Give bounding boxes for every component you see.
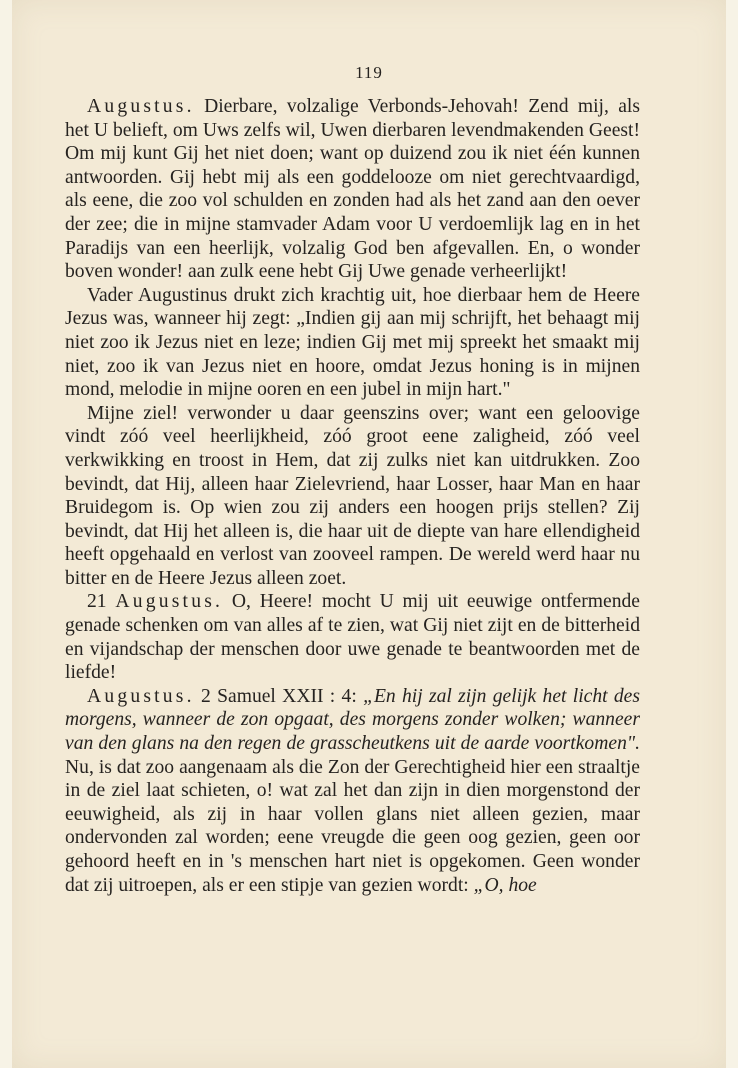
scripture-quote: „En hij zal zijn gelijk het licht des morgens, wanneer de zon opgaat, des morgens zonder wolken; wanneer van den glans na den regen de grasscheutkens uit de aarde voortkomen". <box>65 685 640 755</box>
date-heading: Augustus. <box>115 591 224 613</box>
date-heading: Augustus. <box>87 96 195 117</box>
quote-continuation: „O, hoe <box>473 874 537 896</box>
paragraph-augustus-1 <box>65 95 640 284</box>
paragraph-text: Vader Augustinus drukt zich krachtig uit, hoe dierbaar hem de Heere Jezus was, wanneer hij zegt: „Indien gij aan mij schrijft, het behaagt mij niet zoo ik Jezus niet en leze; indien Gij met mij spreekt het smaakt mij niet, zoo ik van Jezus niet en hoore, omdat Jezus honing is in mijnen mond, melodie in mijne ooren en een jubel in mijn hart." <box>65 284 640 401</box>
paragraph-mijne-ziel <box>65 402 640 591</box>
paragraph-augustus-samuel <box>65 685 640 897</box>
paragraph-text: Dierbare, volzalige Verbonds-Jehovah! Zend mij, als het U belieft, om Uws zelfs wil, Uwen dierbaren levendmakenden Geest! Om mij kunt Gij het niet doen; want op duizend zou ik niet één kunnen antwoorden. Gij hebt mij als een goddelooze om niet gerechtvaardigd, als eene, die zoo vol schulden en zonden had als het zand aan den oever der zee; die in mijne stamvader Adam voor U verdoemlijk lag en in het Paradijs van een heerlijk, volzalig God ben afgevallen. En, o wonder boven wonder! aan zulk eene hebt Gij Uwe genade verheerlijkt! <box>65 96 640 283</box>
scripture-reference: 2 Samuel XXII : 4: <box>194 685 364 707</box>
paragraph-text: Mijne ziel! verwonder u daar geenszins over; want een geloovige vindt zóó veel heerlijkheid, zóó groot eene zaligheid, zóó veel verkwikking en troost in Hem, dat zij zulks niet kan uitdrukken. Zoo bevindt, dat Hij, alleen haar Zielevriend, haar Losser, haar Man en haar Bruidegom is. Op wien zou zij anders een hoogen prijs stellen? Zij bevindt, dat Hij het alleen is, die haar uit de diepte van hare ellendigheid heeft opgehaald en verlost van zooveel rampen. De wereld werd haar nu bitter en de Heere Jezus alleen zoet. <box>65 402 640 589</box>
book-page <box>12 0 726 1068</box>
paragraph-text: Nu, is dat zoo aangenaam als die Zon der Gerechtigheid hier een straaltje in de ziel laat schieten, o! wat zal het dan zijn in dien morgenstond der eeuwigheid, als zij in haar vollen glans niet alleen gezien, maar ondervonden zal worden; eene vreugde die geen oog gezien, geen oor gehoord heeft en in 's menschen hart niet is opgekomen. Geen wonder dat zij uitroepen, als er een stipje van gezien wordt: <box>65 756 640 896</box>
page-number: 119 <box>355 63 383 82</box>
body-text <box>65 95 640 897</box>
paragraph-text: O, Heere! mocht U mij uit eeuwige ontfermende genade schenken om van alles af te zien, wat Gij niet zijt en de bitterheid en vijandschap der menschen door uwe genade te beantwoorden met de liefde! <box>65 591 640 684</box>
date-heading: Augustus. <box>87 685 195 707</box>
day-number: 21 <box>87 591 107 613</box>
paragraph-augustinus <box>65 284 640 402</box>
paragraph-21-augustus <box>65 590 640 684</box>
